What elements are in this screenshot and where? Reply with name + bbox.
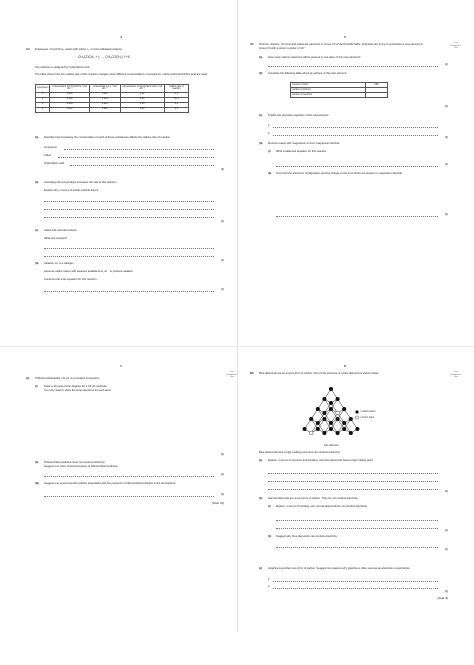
part-label: (a) [259,459,263,462]
mark-allocation: [1] [220,472,224,476]
page-divider-horizontal [0,346,474,347]
part-label: (c) [259,114,263,117]
part-label: (a) [35,136,39,139]
table-header: experiment [36,85,50,93]
answer-line[interactable] [276,216,438,217]
carbon-atom [329,407,333,411]
part-label: (b) [35,181,39,184]
examiner-margin: For Examiner's Use [450,42,462,50]
part-c-text: Graphite is another pure form of carbon. Suggest two reasons why graphite is often used as an electrode in electrolysis. [268,567,411,570]
boron-atom [309,431,313,435]
subpart-label: (i) [268,150,271,153]
table-cell: 10.0 [164,97,188,102]
page-number: 7 [120,364,122,368]
table-cell: 4 [36,107,50,112]
table-intro: The table shows how the relative rate of this reaction changes when different concentrations of propanone, iodine and hydrochloric acid are used. [35,73,208,76]
table-header: concentration of hydrochloric acid / mol dm⁻³ [120,85,164,93]
question-total: [Total: 10] [211,501,224,505]
table-cell: 0.024 [89,97,120,102]
carbon-atom [316,427,320,431]
table-cell: 3 [36,102,50,107]
answer-line[interactable] [268,489,438,490]
page-7 [26,365,238,665]
carbon-atom [342,427,346,431]
answer-line[interactable] [273,581,438,582]
question-total: [Total: 8] [437,596,448,600]
answer-line[interactable] [58,157,214,158]
carbon-atom [349,417,353,421]
answer-line[interactable] [44,256,214,257]
subpart-text: Suggest one environmental problem associated with the presence of trifluorochloromethane in the atmosphere. [44,482,177,485]
table-cell: 0.050 [50,107,90,112]
answer-label: propanone [44,146,57,149]
carbon-atom [342,421,346,425]
answer-line[interactable] [276,166,438,167]
key-carbon-dot [355,410,358,413]
carbon-atom [323,411,327,415]
part-c-text: Iodine has several isotopes. [44,229,78,232]
question-intro: Fluorine, chlorine, bromine and iodine are elements in Group VII of the Periodic Table. Scientists are trying to synthesise a new element in Group VII with a proton number of 117. [259,43,423,50]
answer-line[interactable] [276,520,438,521]
subpart-text: Give both the electronic configuration and the charge on the ions which are present in magnesium fluoride. [276,172,403,175]
table-answer-cell[interactable] [365,92,387,97]
part-label: (c) [259,567,263,570]
subpart-sub: Suggest one other physical property of trifluorochloromethane. [44,465,119,468]
question-intro: Propanone, CH₃COCH₃, reacts with iodine, I₂, to form iodinated products. [35,48,123,51]
table-row [291,92,388,97]
subpart-sub: You only need to show the outer electrons for each atom. [44,389,112,392]
table-cell: 0.06 [120,107,164,112]
part-label: (b) [259,497,263,500]
part-label: (e) [26,377,30,380]
answer-line[interactable] [64,149,214,150]
subpart-text: Suggest why blue diamonds can conduct electricity. [276,535,338,538]
table-cell: 0.050 [50,102,90,107]
page-4 [26,36,238,336]
table-cell: number of protons [291,87,366,92]
table-cell: 0.1 [164,107,188,112]
key-boron-dot [355,416,358,419]
table-cell: 280 [365,83,387,88]
subpart-label: (ii) [268,535,272,538]
table-header: concentration of CH₃COCH₃ / mol dm⁻³ [50,85,90,93]
part-d-sub: Aqueous iodine reacts with aqueous astatide ions, At⁻, to produce astatine. [44,270,134,273]
table-cell: 0.005 [50,92,90,97]
table-cell: 0.024 [89,92,120,97]
table-cell: 0.012 [89,107,120,112]
answer-line[interactable] [276,547,438,548]
answer-line[interactable] [268,66,438,67]
answer-number: 1 [268,124,270,127]
question-label: A5 [250,43,254,46]
key-boron-label: = boron atom [360,415,375,419]
mark-allocation: [3] [220,167,224,171]
answer-number: 2 [268,585,270,588]
part-a-text: Explain, in terms of structure and bonding, why blue diamonds have a high melting point. [268,459,374,462]
table-cell: 1 [36,92,50,97]
answer-line[interactable] [44,248,214,249]
subpart-label: (i) [268,505,271,508]
part-a-text: How many valency electrons will be present in one atom of this new element? [268,56,361,59]
answer-label: iodine [44,154,52,157]
mark-allocation: [1] [444,547,448,551]
mark-allocation: [1] [444,528,448,532]
part-b-text: Normal diamonds are a pure form of carbon. They do not conduct electricity. [268,497,359,500]
subpart-label: (ii) [268,172,272,175]
answer-line[interactable] [44,201,214,202]
answer-line[interactable] [268,481,438,482]
carbon-atom [309,417,313,421]
examiner-margin: For Examiner's Use [226,371,238,379]
mark-allocation: [2] [220,219,224,223]
question-intro: Blue diamonds are an impure form of carbon. Part of the structure of a blue diamond is shown below. [259,372,379,375]
mark-allocation: [2] [444,104,448,108]
answer-line[interactable] [273,588,438,589]
part-label: (d) [259,142,263,145]
mark-allocation: [2] [220,452,224,456]
mark-allocation: [2] [444,489,448,493]
carbon-atom [342,407,346,411]
answer-line[interactable] [268,473,438,474]
carbon-atom [336,431,340,435]
answer-line[interactable] [44,476,214,477]
part-label: (a) [259,56,263,59]
subpart-label: (ii) [35,461,39,464]
drawing-area[interactable] [44,395,214,451]
table-cell: 0.024 [89,102,120,107]
page-number: 5 [344,35,346,39]
carbon-atom [316,421,320,425]
answer-number: 1 [268,578,270,581]
statement: Blue diamonds have a high melting point and can conduct electricity. [259,451,341,454]
page-number: 4 [120,35,122,39]
part-e-text: Trifluoromethanethiol, CF₃Cl, is a covalent compound. [35,377,100,380]
mark-allocation: [1] [220,258,224,262]
carbon-atom [316,407,320,411]
subpart-label: (i) [35,385,38,388]
subpart-text: Explain, in terms of bonding, why normal diamonds do not conduct electricity. [276,505,368,508]
carbon-atom [329,387,333,391]
mark-allocation: [2] [444,589,448,593]
table-cell: 0.050 [50,97,90,102]
key-carbon-label: = carbon atom [360,410,376,413]
mark-allocation: [1] [220,287,224,291]
catalyst-note: The reaction is catalysed by hydrochloric acid. [35,66,90,69]
answer-line[interactable] [44,291,214,292]
mark-allocation: [2] [444,135,448,139]
carbon-atom [349,431,353,435]
subpart-text: Trifluorochloromethane does not conduct electricity. [44,461,106,464]
table-cell: 0.12 [120,97,164,102]
carbon-atom [323,417,327,421]
answer-line[interactable] [44,496,214,497]
mark-allocation: [2] [444,212,448,216]
page-5 [250,36,462,336]
part-d-sub: Construct the ionic equation for this reaction. [44,278,98,281]
carbon-atom [323,431,327,435]
question-label: B6 [250,372,254,375]
question-label: A4 [26,48,30,51]
table-cell: 0.06 [120,102,164,107]
rate-table [35,84,189,113]
table-header: concentration of I₂ / mol dm⁻³ [89,85,120,93]
table-cell: 0.1 [164,92,188,97]
reaction-equation: CH₃COCH₃ + I₂ → CH₃COCH₂I + HI [78,55,130,59]
page-number: 8 [344,364,346,368]
table-cell: nucleon number [291,83,366,88]
mark-allocation: [1] [444,162,448,166]
answer-line[interactable] [70,165,214,166]
part-label: (c) [35,229,39,232]
carbon-atom [323,397,327,401]
subpart-text: Write a balanced equation for this reaction. [276,150,328,153]
mark-allocation: [1] [444,62,448,66]
carbon-atom [336,397,340,401]
part-b-sub: Explain why, in terms of kinetic particle theory. [44,189,99,192]
part-d-text: Astatine, At, is a halogen. [44,262,75,265]
part-label: (d) [35,262,39,265]
answer-number: 2 [268,132,270,135]
table-cell: number of neutrons [291,92,366,97]
table-cell: 0.1 [164,102,188,107]
subpart-label: (iii) [35,482,40,485]
answer-line[interactable] [276,528,438,529]
carbon-atom [329,421,333,425]
examiner-margin: For Examiner's Use [450,371,462,379]
carbon-atom [336,417,340,421]
part-label: (b) [259,72,263,75]
carbon-atom [356,427,360,431]
isotope-table [290,82,388,98]
answer-line[interactable] [273,127,438,128]
table-cell: 2 [36,97,50,102]
boron-atom [336,411,340,415]
subpart-text: Draw a 'dot-and-cross' diagram for a CF₃Cl molecule. [44,385,108,388]
answer-line[interactable] [44,209,214,210]
diagram-caption: blue diamond [324,444,339,447]
part-b-text: Complete the following table about an isotope of this new element. [268,72,348,75]
carbon-atom [329,427,333,431]
page-8 [250,365,462,665]
table-row [36,107,189,112]
answer-label: hydrochloric acid [44,162,65,165]
answer-line[interactable] [44,217,214,218]
answer-line[interactable] [273,135,438,136]
table-header: relative rate of reaction [164,85,188,93]
part-c-text: Predict two physical properties of this new element. [268,114,330,117]
table-cell: 0.12 [120,92,164,97]
mark-allocation: [1] [220,492,224,496]
part-b-text: Increasing the temperature increases the rate of this reaction. [44,181,118,184]
part-a-text: Describe how increasing the concentration of each of these substances affects the relative rate of reaction. [44,136,171,139]
carbon-atom [303,427,307,431]
part-d-text: Fluorine reacts with magnesium to form magnesium fluoride. [268,142,340,145]
part-c-sub: What are isotopes? [44,237,68,240]
carbon-atom [329,401,333,405]
